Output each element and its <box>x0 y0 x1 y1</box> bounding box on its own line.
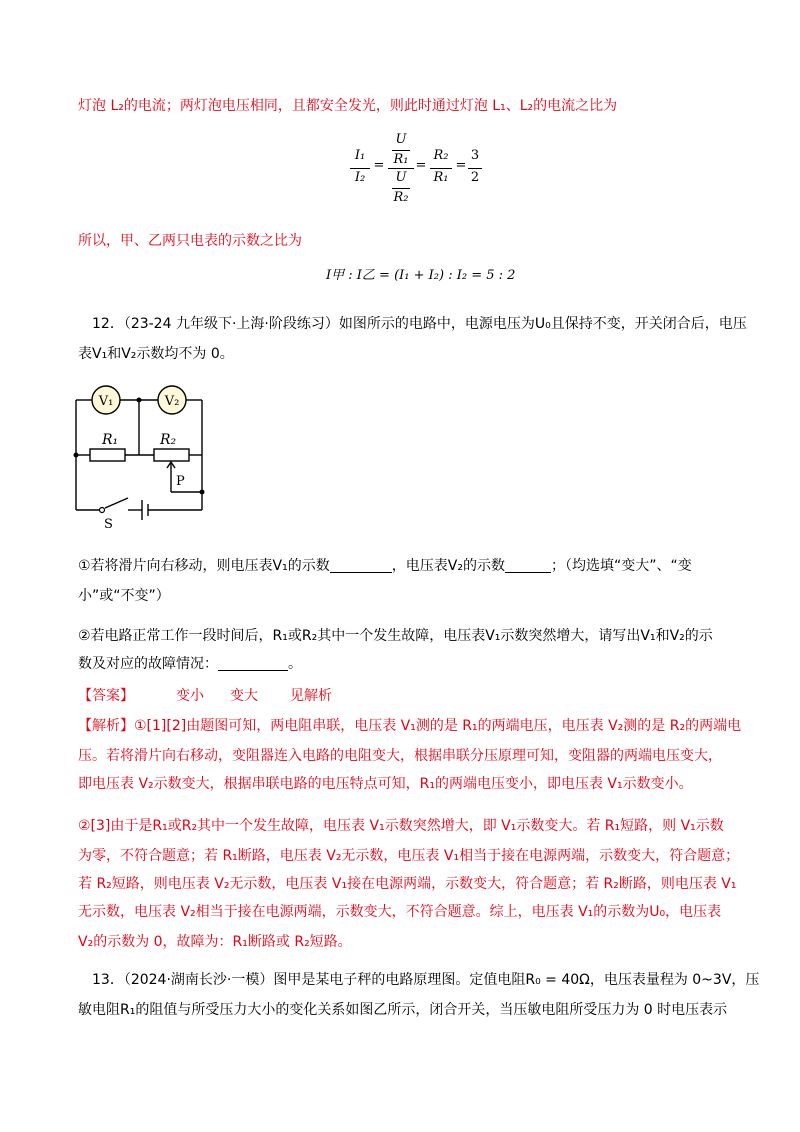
explanation-line4: ②[3]由于是R₁或R₂其中一个发生故障，电压表 V₁示数突然增大，即 V₁示数变大。若 R₁短路，则 V₁示数 <box>78 818 724 834</box>
v2-label: V₂ <box>164 394 180 409</box>
explanation-line3: 即电压表 V₂示数变大，根据串联电路的电压特点可知，R₁的两端电压变小，即电压表 V₁示数变小。 <box>78 776 693 792</box>
question-13-line1: 13．（2024·湖南长沙·一模）图甲是某电子秤的电路原理图。定值电阻R₀ = 40Ω，电压表量程为 0~3V，压 <box>92 972 760 988</box>
explanation-line7: 无示数，电压表 V₂相当于接在电源两端，示数变大，不符合题意。综上，电压表 V₁的示数为U₀，电压表 <box>78 904 722 920</box>
explanation-line8: V₂的示数为 0，故障为：R₁断路或 R₂短路。 <box>78 934 352 950</box>
answer-2: 变大 <box>230 688 258 704</box>
answer-line-ratio: 所以，甲、乙两只电表的示数之比为 <box>78 233 302 249</box>
question-12-line1: 12．（23-24 九年级下·上海·阶段练习）如图所示的电路中，电源电压为U₀且保持不变，开关闭合后，电压 <box>92 316 747 332</box>
circuit-diagram <box>70 382 216 530</box>
subquestion-1-line2: 小”或“不变”） <box>78 588 170 604</box>
switch-s-label: S <box>104 517 113 530</box>
subquestion-2-line2: 数及对应的故障情况： 。 <box>78 656 302 672</box>
meter-ratio-formula: I甲 : I乙 = (I₁ + I₂) : I₂ = 5 : 2 <box>326 268 516 283</box>
slider-p-label: P <box>176 474 185 489</box>
blank-3 <box>218 656 288 671</box>
explanation-line5: 为零，不符合题意；若 R₁断路，电压表 V₂无示数，电压表 V₁相当于接在电源两端，示数变大，符合题意； <box>78 848 740 864</box>
r2-label: R₂ <box>160 432 177 448</box>
question-13-line2: 敏电阻R₁的阻值与所受压力大小的变化关系如图乙所示，闭合开关，当压敏电阻所受压力为 0 时电压表示 <box>78 1002 728 1018</box>
blank-1 <box>330 558 392 573</box>
subquestion-2-line1: ②若电路正常工作一段时间后，R₁或R₂其中一个发生故障，电压表V₁示数突然增大，请写出V₁和V₂的示 <box>78 628 713 644</box>
formula-i2: I₂ <box>354 170 366 185</box>
r1-label: R₁ <box>102 432 119 448</box>
blank-2 <box>505 558 551 573</box>
answer-1: 变小 <box>176 688 204 704</box>
question-12-line2: 表V₁和V₂示数均不为 0。 <box>78 346 234 362</box>
formula-i1: I₁ <box>354 148 366 163</box>
explanation-line1: 【解析】①[1][2]由题图可知，两电阻串联，电压表 V₁测的是 R₁的两端电压，电压表 V₂测的是 R₂的两端电 <box>78 718 742 734</box>
answer-line-current: 灯泡 L₂的电流；两灯泡电压相同，且都安全发光，则此时通过灯泡 L₁、L₂的电流之比为 <box>78 98 618 114</box>
explanation-line2: 压。若将滑片向右移动，变阻器连入电路的电阻变大，根据串联分压原理可知，变阻器的两端电压变大， <box>78 748 722 764</box>
explanation-line6: 若 R₂短路，则电压表 V₂无示数，电压表 V₁接在电源两端，示数变大，符合题意；若 R₂断路，则电压表 V₁ <box>78 876 737 892</box>
answer-3: 见解析 <box>290 688 332 704</box>
subquestion-1-line1: ①若将滑片向右移动，则电压表V₁的示数 ，电压表V₂的示数 ；（均选填“变大”、“变 <box>78 558 692 574</box>
answer-label: 【答案】 <box>78 688 134 704</box>
v1-label: V₁ <box>98 394 114 409</box>
